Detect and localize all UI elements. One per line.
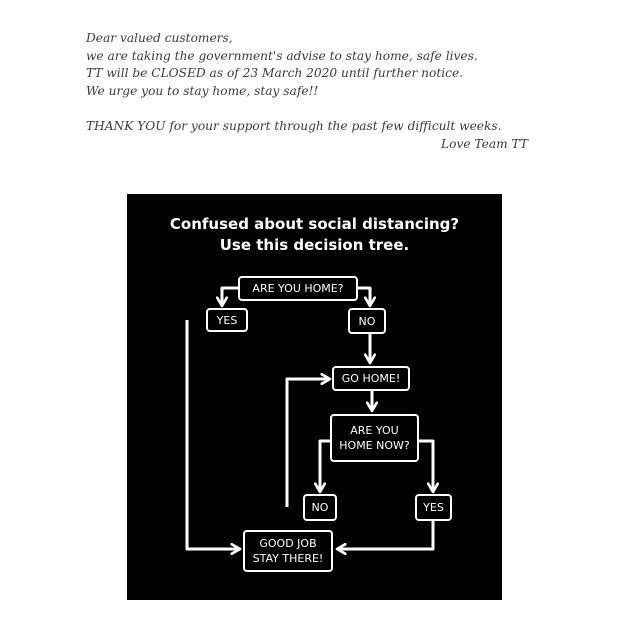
node-go-home <box>332 366 410 391</box>
letter-line-advice: we are taking the government's advise to stay home, safe lives. <box>86 48 478 63</box>
node-are-you-home-now-line2: HOME NOW? <box>339 439 410 452</box>
letter-line-closure: TT will be CLOSED as of 23 March 2020 until further notice. <box>86 66 464 81</box>
arrow-home-to-yes <box>222 288 238 306</box>
closure-notice <box>86 30 546 154</box>
letter-line-urge: We urge you to stay home, stay safe!! <box>86 83 319 98</box>
node-yes-second-label: YES <box>423 501 444 514</box>
decision-tree-poster <box>127 194 502 600</box>
node-no-second <box>303 494 337 521</box>
arrow-no-loop-to-gohome <box>287 379 330 507</box>
node-are-you-home-now <box>330 414 419 462</box>
arrow-homenow-to-yes <box>419 441 433 492</box>
letter-thanks: THANK YOU for your support through the past few difficult weeks. <box>86 119 502 134</box>
letter-greeting: Dear valued customers, <box>86 31 233 45</box>
node-yes-first-label: YES <box>216 313 238 327</box>
arrow-yes-to-goodjob <box>187 320 240 549</box>
node-are-you-home-label: ARE YOU HOME? <box>252 282 344 295</box>
poster-title-line2: Use this decision tree. <box>219 236 410 254</box>
node-good-job <box>243 530 333 572</box>
letter-spacer <box>86 100 546 118</box>
node-no-second-label: NO <box>311 501 329 514</box>
node-no-first <box>348 308 386 334</box>
node-no-first-label: NO <box>358 314 376 328</box>
node-are-you-home-now-line1: ARE YOU <box>350 424 399 437</box>
node-good-job-line1: GOOD JOB <box>259 537 317 550</box>
arrow-yes2-to-goodjob <box>337 521 433 549</box>
letter-signature: Love Team TT <box>441 136 528 151</box>
poster-title-line1: Confused about social distancing? <box>169 215 460 233</box>
node-yes-first <box>206 308 248 332</box>
node-good-job-line2: STAY THERE! <box>252 552 324 565</box>
arrow-home-to-no <box>358 288 370 306</box>
node-yes-second <box>415 494 452 521</box>
node-are-you-home <box>238 276 358 301</box>
arrow-homenow-to-no <box>320 441 330 492</box>
node-go-home-label: GO HOME! <box>341 372 401 385</box>
